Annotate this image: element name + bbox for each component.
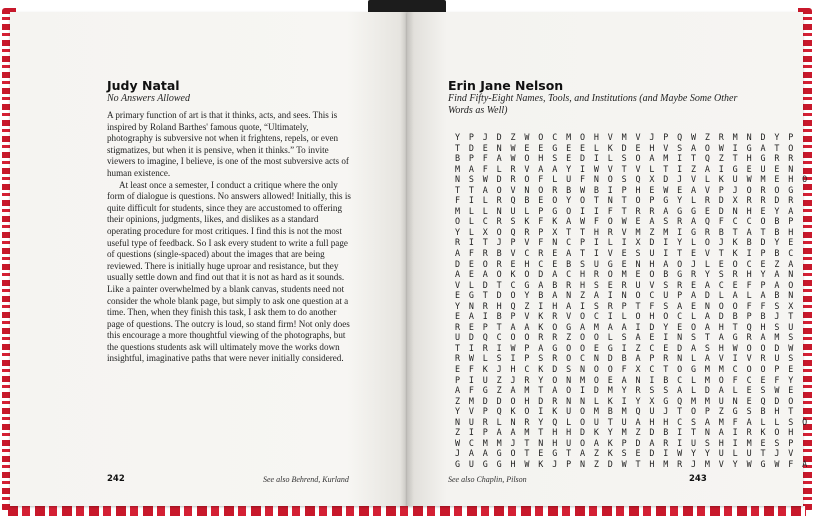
word-search-row: A F G Z A M T A O I D M Y R S S A L D A L E S W E — [455, 385, 796, 396]
word-search-row: Y L X O Q R P X T T H R V M Z M I G R B T A T B H — [455, 226, 796, 237]
word-search-row: E F K J H C K D S N O O F X C T O G M M C O O P E — [455, 364, 796, 375]
right-work-title: Find Fifty-Eight Names, Tools, and Institutions (and Maybe Some Other Words as Well) — [448, 93, 738, 116]
word-search-row: R W L S I P S R O C N D B A P R N L A V I V R U S — [455, 353, 796, 364]
word-search-row: F I L R Q B E O Y O T N T O P G Y L R D X R R D R — [455, 195, 796, 206]
word-search-row: E G T D O Y B A N Z A I N O C U P A D L A L A B N — [455, 290, 796, 301]
body-paragraph-1: A primary function of art is that it thinks, acts, and sees. This is inspired by Roland Barthes' famous quote, “Ultimately, photography is subversive not when it frightens, repels, or even stigmatizes, but when it is pensive, when it thinks.” To invite viewers to imagine, I believe, is one of the most subversive acts of human existence. — [107, 110, 349, 178]
word-search-row: Y N R H Q Z I H A I S R P T F S A E N O O F F S X — [455, 300, 796, 311]
word-search-row: A E A O K O D A C H R O M E O B G R Y S R H Y A N — [455, 269, 796, 280]
left-page — [10, 12, 407, 506]
word-search-row: G U G G H W K J P N Z D W T H M R J M V Y W G W F A — [455, 458, 810, 469]
left-page-number: 242 — [107, 474, 125, 484]
word-search-row: D E O R E H C E B S U G E N H A O J L E O C E Z A — [455, 258, 796, 269]
word-search-row: R E P T A A K O G A M A A I D Y E O A H T Q H S U — [455, 321, 796, 332]
word-search-row: Y V P Q K O I K U O M B M Q U J T O P Z G S B H T — [455, 406, 796, 417]
word-search-row: W C M M J T N H U O A K P D A R I U S H I M E S P — [455, 437, 796, 448]
word-search-row: J A A G O T E G T A Z K S E D I W Y Y U L U T J V — [455, 448, 796, 459]
word-search-row: Z I P A A M T H H D K Y M Z D B I T N A I R K O H — [455, 427, 796, 438]
book-edge-bottom — [8, 506, 806, 516]
word-search-row: T I R I W P A G O O E G I Z C E D A S H W O O D W — [455, 342, 796, 353]
word-search-row: Z M D D O H D R N N L K I Y X G Q M M U N E Q D O — [455, 395, 796, 406]
word-search-row: E A I B P V K R V O C I L O H O C L A D B P B J T — [455, 311, 796, 322]
word-search-row: B P F A W O H S E D I L S O A M I T Q Z T H G R R — [455, 153, 796, 164]
left-body-text — [107, 110, 354, 365]
word-search-row: O L C R S K F K A W F O W E A S R A Q F C C O B P — [455, 216, 796, 227]
word-search-grid — [455, 132, 809, 470]
word-search-row: N U R L N R Y Q L O U T U A H H C S A M F A L L S O — [455, 416, 810, 427]
word-search-row: U D Q C O O R R Z O O L S A E I N S T A G R A M S — [455, 332, 796, 343]
word-search-row: P I U Z J R Y O N M O E A N I B C L M O F C E F Y — [455, 374, 796, 385]
word-search-row: V L D T C G A B R H S E R U V S R E A C E F P A O — [455, 279, 796, 290]
body-paragraph-2: At least once a semester, I conduct a critique where the only form of dialogue is questions. No answers allowed! Initially, this is quite difficult for students, since they are accustomed to offering their opinions, judgments, likes, and dislikes as a standard operating procedure for most critiques. I find this is not the most useful type of feedback. So I ask every student to write a full page of questions (single-spaced) about the images that are being reviewed. There is initially huge uproar and resistance, but they usually settle down and find out that it is not as hard as it sounds. Like a painter overwhelmed by a blank canvas, students need not consider the whole blank page, but simply to ask one question at a time. Then, when they finish this task, I ask them to do another page of questions. The outcry is loud, so stand firm! Not only does this encourage a more thoughtful viewing of the photographs, but the questions students ask will ultimately move the works down insightful, imaginative paths that were never initially considered. — [107, 179, 351, 364]
word-search-row: A F R B V C R E A T I V E S U I T E V T K I P B C — [455, 248, 796, 259]
right-artist-name: Erin Jane Nelson — [448, 78, 564, 93]
left-artist-name: Judy Natal — [107, 78, 180, 93]
word-search-row: R I T J P V F N C P I L I X D I Y L O J K B D Y E — [455, 237, 796, 248]
book-gutter-shadow — [400, 12, 414, 506]
left-work-title: No Answers Allowed — [107, 93, 190, 104]
left-see-also: See also Behrend, Kurland — [263, 475, 349, 484]
word-search-row: M A F L R V A A Y I W V T V L T I Z A I G E U E N — [455, 163, 796, 174]
word-search-row: T D E N W E E G E E L K D E H V S A O W I G A T O — [455, 142, 796, 153]
word-search-row: T T A O V N O R B W B I P H E W E A V P J O R O G — [455, 184, 796, 195]
right-see-also: See also Chaplin, Pilson — [448, 475, 527, 484]
right-page-number: 243 — [689, 474, 707, 484]
word-search-row: M L L N U L P G O I I F T R R A G G E D N H E Y A — [455, 205, 796, 216]
word-search-row: N S W D R O F L U F N O S Q X D J V L K U W M E H O — [455, 174, 810, 185]
word-search-row: Y P J D Z W O C M O H V M V J P Q W Z R M N D Y P — [455, 132, 796, 142]
